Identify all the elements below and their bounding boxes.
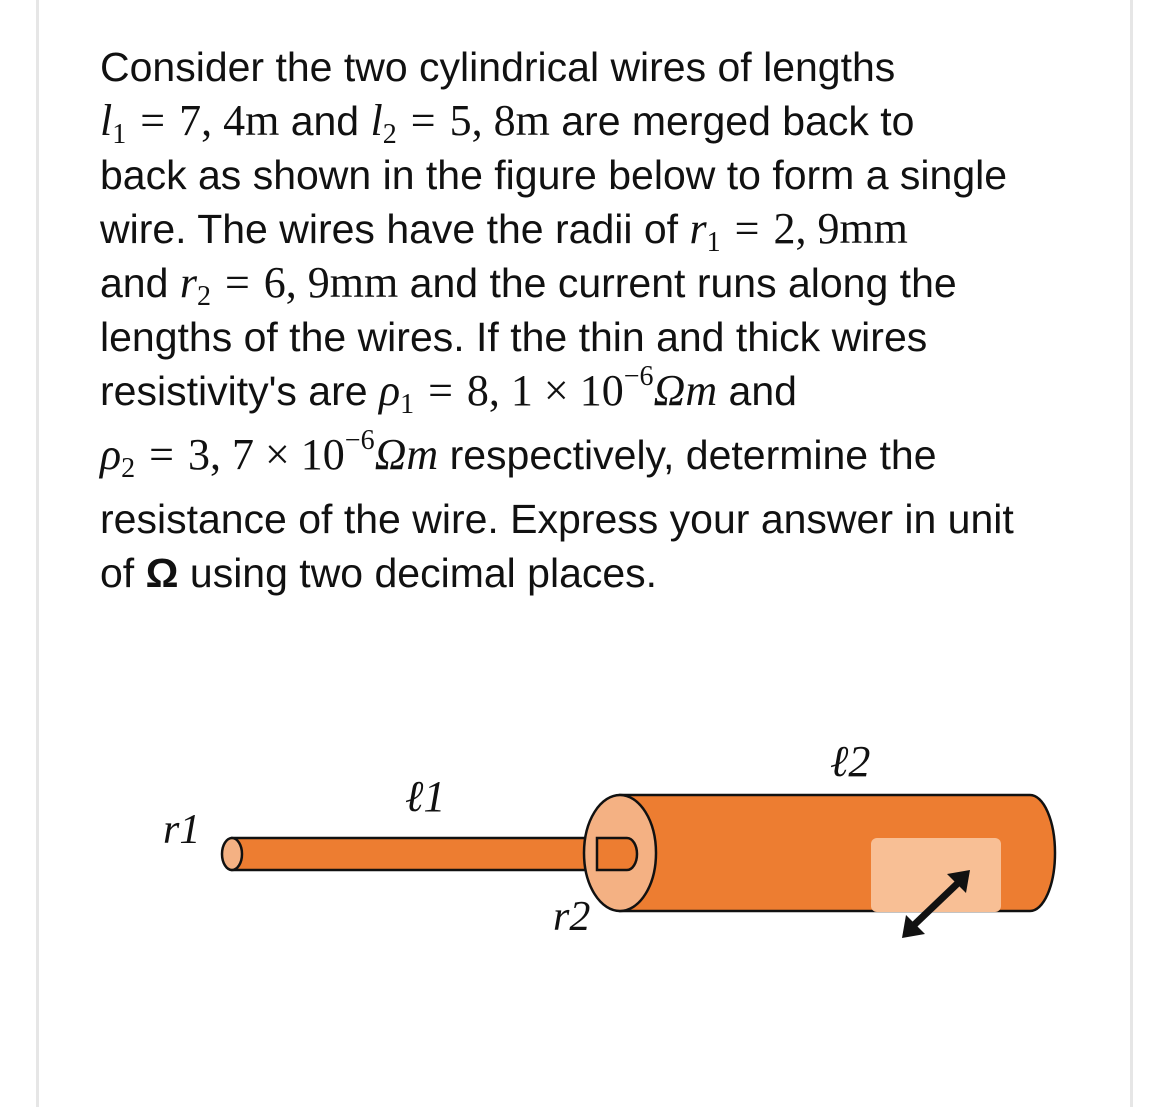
problem-text: respectively, determine the: [449, 432, 937, 478]
label-l1: ℓ1: [405, 772, 446, 821]
symbol-r: r: [689, 204, 707, 253]
equals-sign: =: [140, 96, 166, 145]
problem-text: are merged back to: [561, 98, 915, 144]
equals-sign: =: [734, 204, 760, 253]
thin-wire-end-face: [222, 838, 242, 870]
equals-sign: =: [224, 258, 250, 307]
problem-text: and: [100, 260, 169, 306]
value-rho2: 3, 7 × 10: [187, 430, 345, 479]
subscript: 1: [706, 227, 721, 258]
thin-wire-body: [232, 838, 637, 870]
problem-text: and the current runs along the: [409, 260, 957, 306]
wire-junction: [597, 838, 637, 870]
unit-ohm-meter: Ωm: [653, 366, 718, 415]
symbol-rho: ρ: [100, 430, 122, 479]
subscript: 2: [121, 453, 136, 484]
subscript: 1: [400, 389, 415, 420]
equals-sign: =: [428, 366, 453, 415]
ohm-symbol: Ω: [145, 550, 179, 596]
symbol-rho: ρ: [378, 366, 401, 415]
subscript: 1: [112, 119, 127, 150]
problem-text: and: [290, 98, 360, 144]
problem-text: and: [728, 368, 797, 414]
problem-text: Consider the two cylindrical wires of lengths: [100, 44, 896, 90]
problem-text: resistivity's are: [100, 368, 368, 414]
equals-sign: =: [149, 430, 174, 479]
problem-text: of: [100, 550, 135, 596]
label-r1: r1: [163, 807, 201, 853]
label-r2: r2: [553, 894, 591, 940]
exponent: −6: [623, 361, 654, 392]
problem-text: using two decimal places.: [189, 550, 658, 596]
value-l2: 5, 8m: [449, 96, 550, 145]
symbol-l: l: [100, 96, 113, 145]
unit-ohm-meter: Ωm: [374, 430, 439, 479]
value-r1: 2, 9mm: [773, 204, 908, 253]
label-l2: ℓ2: [830, 737, 871, 786]
value-l1: 7, 4m: [179, 96, 280, 145]
exponent: −6: [344, 425, 375, 456]
symbol-l: l: [370, 96, 383, 145]
problem-text: lengths of the wires. If the thin and thick wires: [100, 314, 928, 360]
equals-sign: =: [410, 96, 436, 145]
problem-text: wire. The wires have the radii of: [100, 206, 679, 252]
symbol-r: r: [179, 258, 197, 307]
value-r2: 6, 9mm: [263, 258, 399, 307]
problem-text: resistance of the wire. Express your answer in unit: [100, 496, 1014, 542]
subscript: 2: [196, 281, 211, 312]
problem-text: back as shown in the figure below to form a single: [100, 152, 1008, 198]
subscript: 2: [382, 119, 397, 150]
value-rho1: 8, 1 × 10: [466, 366, 624, 415]
